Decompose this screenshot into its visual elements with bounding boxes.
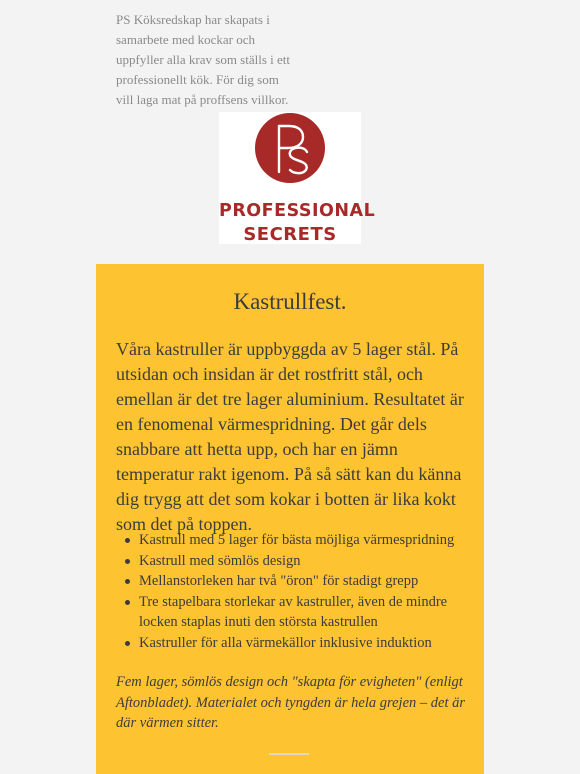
feature-list bbox=[139, 530, 457, 653]
card-heading: Kastrullfest. bbox=[233, 289, 347, 314]
feature-list-item: Kastrull med sömlös design bbox=[139, 551, 457, 572]
intro-text: PS Köksredskap har skapats i samarbete med kockar och uppfyller alla krav som ställs i ett professionellt kök. För dig som vill laga mat på proffsens villkor. bbox=[116, 12, 291, 107]
feature-list-item: Mellanstorleken har två "öron" för stadigt grepp bbox=[139, 571, 457, 592]
card-italic-note: Fem lager, sömlös design och "skapta för evigheten" (enligt Aftonbladet). Materialet och tyngden är hela grejen – det är där värmen sitter. bbox=[116, 674, 465, 731]
feature-list-item: Kastruller för alla värmekällor inklusive induktion bbox=[139, 633, 457, 654]
product-card bbox=[96, 264, 484, 774]
logo-text-secrets: SECRETS bbox=[243, 224, 337, 245]
feature-list-item: Tre stapelbara storlekar av kastruller, även de mindre locken staplas inuti den största kastrullen bbox=[139, 592, 457, 633]
feature-list-item: Kastrull med 5 lager för bästa möjliga värmespridning bbox=[139, 530, 457, 551]
professional-secrets-logo[interactable] bbox=[219, 112, 376, 245]
logo-text-professional: PROFESSIONAL bbox=[219, 201, 376, 221]
divider bbox=[269, 753, 309, 755]
ps-monogram-icon bbox=[219, 112, 361, 202]
card-lead-text: Våra kastruller är uppbyggda av 5 lager stål. På utsidan och insidan är det rostfritt stål, och emellan är det tre lager aluminium. Resultatet är en fenomenal värmespridning. Det går dels snabbare att hetta upp, och har en jämn temperatur rakt igenom. På så sätt kan du känna dig trygg att det som kokar i botten är lika kokt som det på toppen. bbox=[116, 339, 464, 534]
